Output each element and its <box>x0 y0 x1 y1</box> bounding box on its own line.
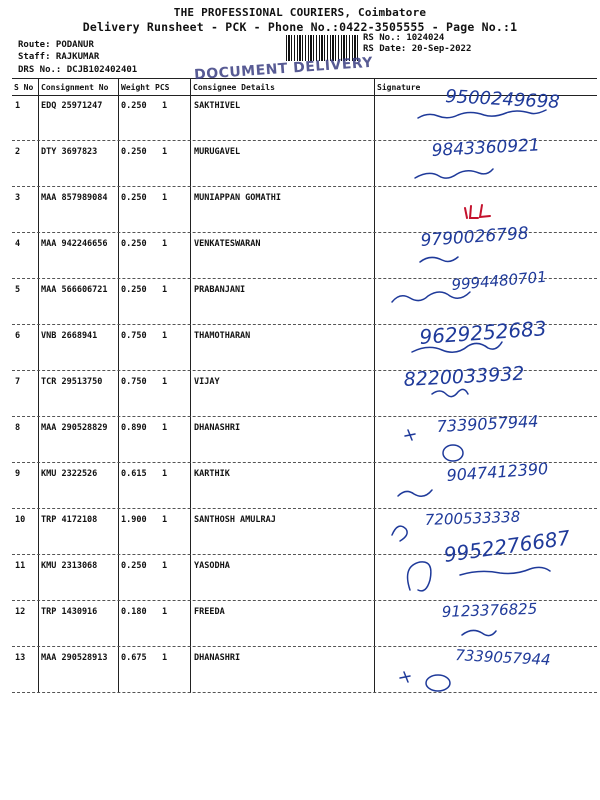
row-consignee: DHANASHRI <box>194 653 241 663</box>
signature-phone-number: 7200533338 <box>424 507 521 529</box>
row-sno: 5 <box>15 285 21 295</box>
row-consignment-no: EDQ 25971247 <box>41 101 103 111</box>
row-consignee: THAMOTHARAN <box>194 331 251 341</box>
row-sno: 6 <box>15 331 21 341</box>
row-sno: 10 <box>15 515 26 525</box>
row-weight: 0.250 <box>121 147 147 157</box>
col-header-weight: Weight <box>121 83 150 92</box>
row-sno: 8 <box>15 423 21 433</box>
row-weight: 0.890 <box>121 423 147 433</box>
row-sno: 13 <box>15 653 26 663</box>
row-consignee: FREEDA <box>194 607 225 617</box>
signature-phone-number: 9843360921 <box>431 135 541 161</box>
signature-loop-8 <box>443 445 463 461</box>
route-label: Route: PODANUR <box>18 40 94 50</box>
row-consignee: PRABANJANI <box>194 285 246 295</box>
signature-phone-number: 9629252683 <box>418 316 548 349</box>
signature-mark-8 <box>405 430 415 440</box>
row-consignee: SAKTHIVEL <box>194 101 241 111</box>
row-consignment-no: MAA 290528913 <box>41 653 108 663</box>
row-consignment-no: KMU 2322526 <box>41 469 98 479</box>
row-consignment-no: MAA 566606721 <box>41 285 108 295</box>
row-consignment-no: KMU 2313068 <box>41 561 98 571</box>
row-sno: 3 <box>15 193 21 203</box>
row-pcs: 1 <box>162 423 168 433</box>
row-pcs: 1 <box>162 101 168 111</box>
row-consignment-no: MAA 942246656 <box>41 239 108 249</box>
signature-scribble-9 <box>398 490 432 496</box>
document-delivery-stamp: DOCUMENT DELIVERY <box>193 54 374 84</box>
runsheet-subtitle: Delivery Runsheet - PCK - Phone No.:0422-3505555 - Page No.:1 <box>82 20 518 34</box>
row-weight: 0.250 <box>121 561 147 571</box>
row-pcs: 1 <box>162 285 168 295</box>
row-weight: 0.250 <box>121 239 147 249</box>
row-weight: 0.750 <box>121 331 147 341</box>
row-pcs: 1 <box>162 515 168 525</box>
row-weight: 0.180 <box>121 607 147 617</box>
signature-scribble-11b <box>460 567 550 575</box>
company-title: THE PROFESSIONAL COURIERS, Coimbatore <box>173 6 427 19</box>
col-header-consignment: Consignment No <box>41 83 109 92</box>
row-weight: 0.250 <box>121 285 147 295</box>
row-sno: 4 <box>15 239 21 249</box>
col-header-sno: S No <box>14 83 34 92</box>
row-consignee: KARTHIK <box>194 469 230 479</box>
row-sno: 1 <box>15 101 21 111</box>
signature-phone-number: 8220033932 <box>403 362 525 391</box>
row-weight: 1.900 <box>121 515 147 525</box>
row-consignment-no: TRP 1430916 <box>41 607 98 617</box>
signature-scribble-5 <box>392 292 470 302</box>
row-consignee: MURUGAVEL <box>194 147 241 157</box>
signature-phone-number: 9047412390 <box>445 458 549 485</box>
signature-scribble-10 <box>392 526 407 541</box>
signature-phone-number: 7339057944 <box>454 646 552 669</box>
row-consignee: MUNIAPPAN GOMATHI <box>194 193 281 203</box>
signature-scribble-4 <box>420 257 458 262</box>
row-consignee: DHANASHRI <box>194 423 241 433</box>
signature-phone-number: 9994480701 <box>450 267 548 294</box>
row-pcs: 1 <box>162 561 168 571</box>
row-sno: 7 <box>15 377 21 387</box>
row-sno: 12 <box>15 607 26 617</box>
row-weight: 0.250 <box>121 193 147 203</box>
row-pcs: 1 <box>162 331 168 341</box>
row-consignment-no: MAA 290528829 <box>41 423 108 433</box>
drs-number: DRS No.: DCJB102402401 <box>18 65 138 75</box>
rs-date: RS Date: 20-Sep-2022 <box>363 44 472 54</box>
row-consignee: VIJAY <box>194 377 220 387</box>
rs-number: RS No.: 1024024 <box>363 33 445 43</box>
row-weight: 0.615 <box>121 469 147 479</box>
row-consignment-no: DTY 3697823 <box>41 147 98 157</box>
signature-scribble-7 <box>432 389 468 396</box>
row-consignment-no: VNB 2668941 <box>41 331 98 341</box>
row-consignee: SANTHOSH AMULRAJ <box>194 515 276 525</box>
row-pcs: 1 <box>162 147 168 157</box>
signature-phone-number: 9500249698 <box>444 86 561 113</box>
row-pcs: 1 <box>162 469 168 479</box>
signature-phone-number: 7339057944 <box>436 411 539 436</box>
row-weight: 0.675 <box>121 653 147 663</box>
signature-mark-13 <box>400 672 410 682</box>
row-sno: 2 <box>15 147 21 157</box>
staff-label: Staff: RAJKUMAR <box>18 52 100 62</box>
row-sno: 9 <box>15 469 21 479</box>
row-sno: 11 <box>15 561 26 571</box>
signature-scribble-12 <box>462 630 496 635</box>
row-weight: 0.750 <box>121 377 147 387</box>
row-consignee: VENKATESWARAN <box>194 239 261 249</box>
row-consignee: YASODHA <box>194 561 230 571</box>
signature-phone-number: 9952276687 <box>442 525 572 567</box>
signature-scribble-11 <box>408 562 431 591</box>
row-weight: 0.250 <box>121 101 147 111</box>
signature-red-initials-3 <box>465 205 490 218</box>
col-header-pcs: PCS <box>155 83 170 92</box>
signature-loop-13 <box>426 675 450 691</box>
row-pcs: 1 <box>162 607 168 617</box>
row-consignment-no: TRP 4172108 <box>41 515 98 525</box>
col-header-consignee: Consignee Details <box>193 83 275 92</box>
signature-phone-number: 9790026798 <box>419 223 530 251</box>
row-pcs: 1 <box>162 193 168 203</box>
col-header-signature: Signature <box>377 83 421 92</box>
row-pcs: 1 <box>162 377 168 387</box>
signature-phone-number: 9123376825 <box>441 599 538 621</box>
row-pcs: 1 <box>162 653 168 663</box>
row-consignment-no: MAA 857989084 <box>41 193 108 203</box>
row-pcs: 1 <box>162 239 168 249</box>
signature-scribble-2 <box>415 169 493 178</box>
row-consignment-no: TCR 29513750 <box>41 377 103 387</box>
